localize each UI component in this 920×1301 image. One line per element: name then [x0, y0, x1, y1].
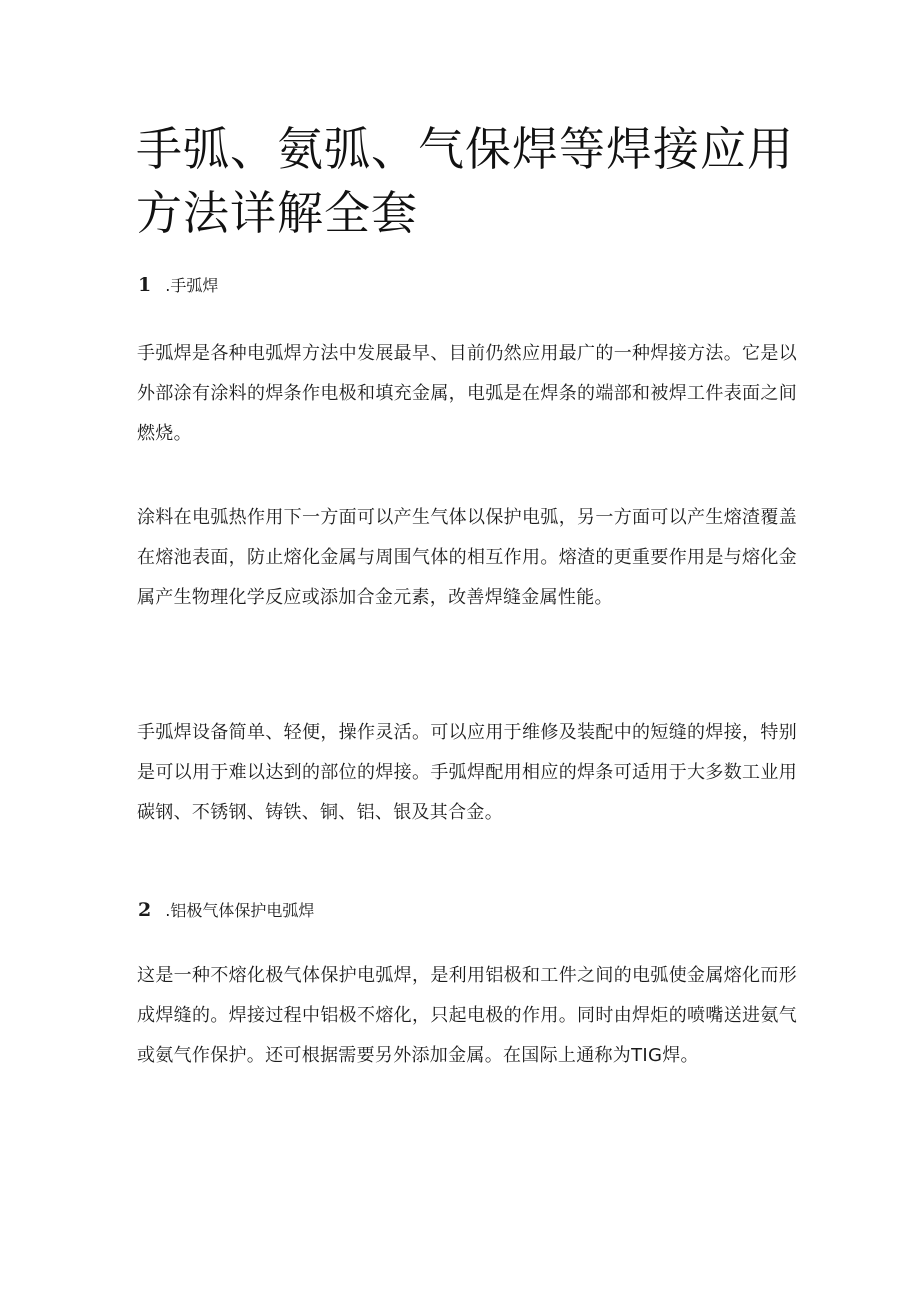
section-heading-text: .手弧焊: [165, 276, 219, 295]
section-heading-text: .铝极气体保护电弧焊: [165, 901, 315, 920]
document-title: 手弧、氨弧、气保焊等焊接应用方法详解全套: [136, 122, 794, 240]
paragraph: 手弧焊设备简单、轻便，操作灵活。可以应用于维修及装配中的短缝的焊接，特别是可以用于难以达到的部位的焊接。手弧焊配用相应的焊条可适用于大多数工业用碳钢、不锈钢、铸铁、铜、铝、银及其合金。: [137, 722, 797, 823]
paragraph: 涂料在电弧热作用下一方面可以产生气体以保护电弧，另一方面可以产生熔渣覆盖在熔池表面，防止熔化金属与周围气体的相互作用。熔渣的更重要作用是与熔化金属产生物理化学反应或添加合金元素，改善焊缝金属性能。: [137, 507, 797, 608]
section-heading-2: [138, 898, 314, 923]
section-number: 2: [138, 899, 152, 921]
section-heading-1: [138, 273, 218, 298]
section-number: 1: [138, 274, 152, 296]
paragraph: 手弧焊是各种电弧焊方法中发展最早、目前仍然应用最广的一种焊接方法。它是以外部涂有涂料的焊条作电极和填充金属，电弧是在焊条的端部和被焊工件表面之间燃烧。: [137, 343, 797, 444]
paragraph: 这是一种不熔化极气体保护电弧焊，是利用铝极和工件之间的电弧使金属熔化而形成焊缝的。焊接过程中铝极不熔化，只起电极的作用。同时由焊炬的喷嘴送进氨气或氨气作保护。还可根据需要另外添加金属。在国际上通称为TIG焊。: [137, 965, 797, 1066]
